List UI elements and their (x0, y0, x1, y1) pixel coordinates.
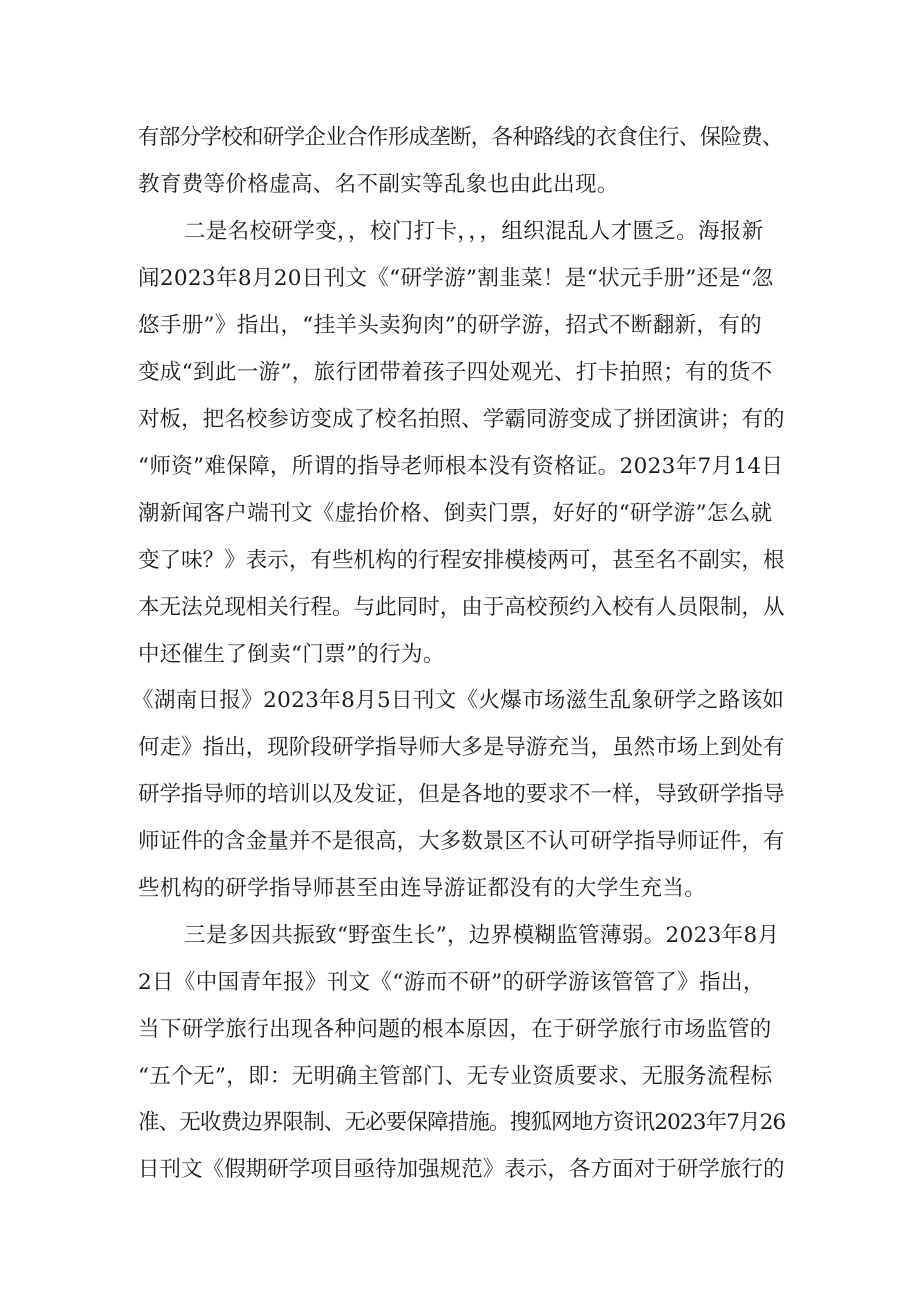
text-line: 变成“到此一游”，旅行团带着孩子四处观光、打卡拍照；有的货不 (138, 360, 773, 385)
text-line: “五个无”，即：无明确主管部门、无专业资质要求、无服务流程标 (138, 1064, 773, 1089)
text-line: 教育费等价格虚高、名不副实等乱象也由此出现。 (138, 172, 619, 197)
text-line: 准、无收费边界限制、无必要保障措施。搜狐网地方资讯2023年7月26 (138, 1110, 786, 1135)
text-line: 悠手册”》指出，“挂羊头卖狗肉”的研学游，招式不断翻新，有的 (138, 313, 762, 338)
text-line: 何走》指出，现阶段研学指导师大多是导游充当，虽然市场上到处有 (138, 735, 785, 760)
text-line: 些机构的研学指导师甚至由连导游证都没有的大学生充当。 (138, 876, 707, 901)
text-line: 本无法兑现相关行程。与此同时，由于高校预约入校有人员限制，从 (138, 595, 785, 620)
text-line: 师证件的含金量并不是很高，大多数景区不认可研学指导师证件，有 (138, 829, 785, 854)
text-line: 研学指导师的培训以及发证，但是各地的要求不一样，导致研学指导 (138, 782, 785, 807)
text-line: 中还催生了倒卖“门票”的行为。 (138, 642, 445, 667)
text-line: 闻2023年8月20日刊文《“研学游”割韭菜！是“状元手册”还是“忽 (138, 266, 774, 291)
text-line: “师资”难保障，所谓的指导老师根本没有资格证。2023年7月14日 (138, 454, 784, 479)
text-line: 有部分学校和研学企业合作形成垄断，各种路线的衣食住行、保险费、 (138, 125, 783, 150)
paragraph-start-line: 《湖南日报》2023年8月5日刊文《火爆市场滋生乱象研学之路该如 (132, 688, 785, 713)
paragraph-start-line: 二是名校研学变，，校门打卡，，，组织混乱人才匮乏。海报新 (184, 219, 764, 244)
text-line: 当下研学旅行出现各种问题的根本原因，在于研学旅行市场监管的 (138, 1017, 772, 1042)
text-line: 潮新闻客户端刊文《虚抬价格、倒卖门票，好好的“研学游”怎么就 (138, 501, 773, 526)
paragraph-start-line: 三是多因共振致“野蛮生长”，边界模糊监管薄弱。2023年8月 (184, 923, 780, 948)
text-line: 对板，把名校参访变成了校名拍照、学霸同游变成了拼团演讲；有的 (138, 407, 785, 432)
text-line: 日刊文《假期研学项目亟待加强规范》表示，各方面对于研学旅行的 (138, 1157, 785, 1182)
text-line: 变了味？》表示，有些机构的行程安排模棱两可，甚至名不副实，根 (138, 548, 785, 573)
text-line: 2日《中国青年报》刊文《“游而不研”的研学游该管管了》指出， (138, 970, 765, 995)
